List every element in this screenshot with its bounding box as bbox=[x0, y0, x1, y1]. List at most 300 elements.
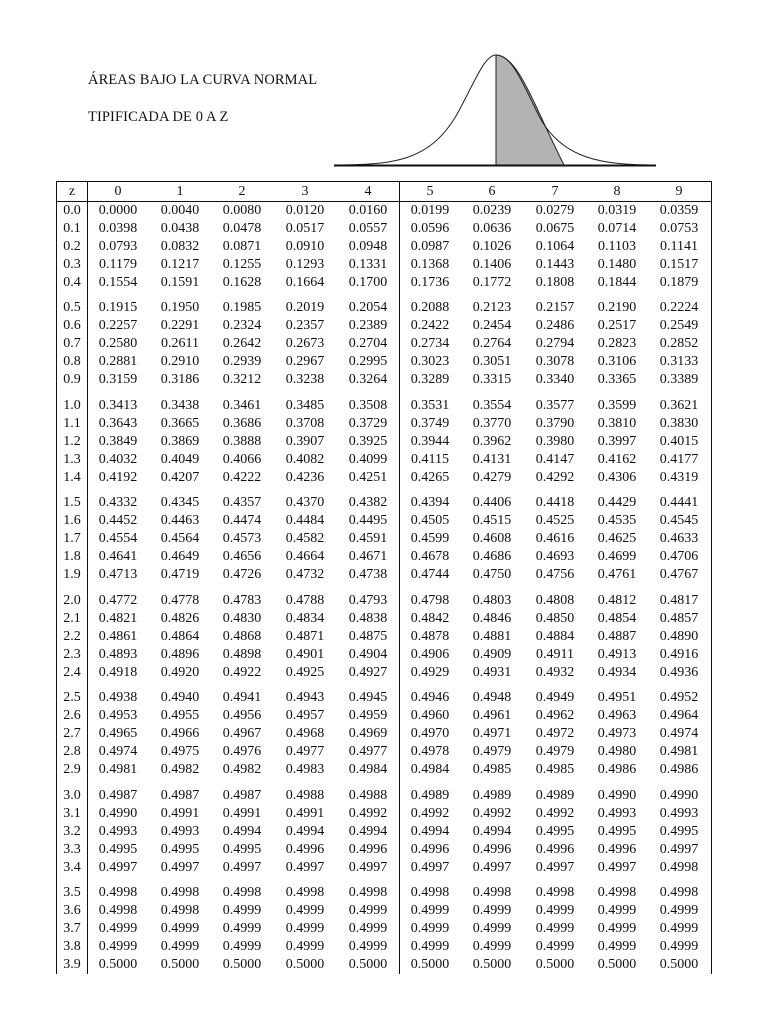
table-row bbox=[57, 859, 711, 877]
table-cell: 0.0675 bbox=[535, 220, 575, 236]
table-cell: 0.4909 bbox=[472, 646, 512, 662]
table-cell: 0.4981 bbox=[659, 744, 699, 760]
table-cell: 0.3643 bbox=[98, 415, 138, 431]
table-row bbox=[57, 353, 711, 371]
table-cell: 0.4066 bbox=[222, 451, 262, 467]
z-value: 0.1 bbox=[63, 220, 81, 236]
table-cell: 0.4999 bbox=[98, 921, 138, 937]
table-cell: 0.2088 bbox=[410, 300, 450, 316]
table-cell: 0.4943 bbox=[285, 690, 325, 706]
table-cell: 0.2704 bbox=[348, 336, 388, 352]
table-cell: 0.4582 bbox=[285, 531, 325, 547]
table-cell: 0.4998 bbox=[659, 885, 699, 901]
table-cell: 0.4981 bbox=[98, 762, 138, 778]
table-cell: 0.3023 bbox=[410, 354, 450, 370]
table-cell: 0.5000 bbox=[160, 956, 200, 972]
table-cell: 0.4846 bbox=[472, 610, 512, 626]
table-cell: 0.3849 bbox=[98, 433, 138, 449]
table-cell: 0.4994 bbox=[410, 823, 450, 839]
table-cell: 0.4319 bbox=[659, 469, 699, 485]
table-cell: 0.4998 bbox=[285, 885, 325, 901]
table-cell: 0.5000 bbox=[472, 956, 512, 972]
table-cell: 0.4049 bbox=[160, 451, 200, 467]
table-cell: 0.3461 bbox=[222, 397, 262, 413]
table-cell: 0.4994 bbox=[472, 823, 512, 839]
table-cell: 0.4998 bbox=[160, 903, 200, 919]
table-cell: 0.4994 bbox=[222, 823, 262, 839]
z-value: 2.5 bbox=[63, 690, 81, 706]
table-cell: 0.4778 bbox=[160, 592, 200, 608]
column-header-6: 6 bbox=[488, 184, 496, 199]
table-cell: 0.4761 bbox=[597, 567, 637, 583]
table-cell: 0.4994 bbox=[348, 823, 388, 839]
table-cell: 0.4222 bbox=[222, 469, 262, 485]
table-cell: 0.0871 bbox=[222, 238, 262, 254]
table-cell: 0.2454 bbox=[472, 318, 512, 334]
table-row bbox=[57, 397, 711, 415]
table-cell: 0.4956 bbox=[222, 708, 262, 724]
table-cell: 0.5000 bbox=[410, 956, 450, 972]
table-cell: 0.4625 bbox=[597, 531, 637, 547]
z-value: 1.7 bbox=[63, 531, 81, 547]
table-cell: 0.1554 bbox=[98, 274, 138, 290]
table-row bbox=[57, 548, 711, 566]
z-value: 1.8 bbox=[63, 549, 81, 565]
table-cell: 0.4999 bbox=[410, 903, 450, 919]
table-cell: 0.4998 bbox=[348, 885, 388, 901]
table-cell: 0.4957 bbox=[285, 708, 325, 724]
table-cell: 0.2224 bbox=[659, 300, 699, 316]
table-cell: 0.4306 bbox=[597, 469, 637, 485]
table-cell: 0.4394 bbox=[410, 495, 450, 511]
table-cell: 0.4032 bbox=[98, 451, 138, 467]
table-cell: 0.4999 bbox=[410, 921, 450, 937]
table-cell: 0.4535 bbox=[597, 513, 637, 529]
table-cell: 0.4995 bbox=[535, 823, 575, 839]
table-cell: 0.1517 bbox=[659, 256, 699, 272]
z-value: 0.4 bbox=[63, 274, 81, 290]
table-cell: 0.4993 bbox=[160, 823, 200, 839]
table-cell: 0.3078 bbox=[535, 354, 575, 370]
table-cell: 0.4995 bbox=[597, 823, 637, 839]
table-cell: 0.4965 bbox=[98, 726, 138, 742]
table-cell: 0.4993 bbox=[659, 805, 699, 821]
table-cell: 0.4147 bbox=[535, 451, 575, 467]
z-value: 3.4 bbox=[63, 859, 81, 875]
table-cell: 0.3289 bbox=[410, 372, 450, 388]
table-cell: 0.4992 bbox=[472, 805, 512, 821]
table-cell: 0.4946 bbox=[410, 690, 450, 706]
table-cell: 0.4998 bbox=[98, 885, 138, 901]
table-cell: 0.3577 bbox=[535, 397, 575, 413]
table-cell: 0.4999 bbox=[222, 903, 262, 919]
table-cell: 0.4996 bbox=[535, 841, 575, 857]
table-cell: 0.4978 bbox=[410, 744, 450, 760]
table-cell: 0.4996 bbox=[597, 841, 637, 857]
table-cell: 0.4177 bbox=[659, 451, 699, 467]
table-cell: 0.1217 bbox=[160, 256, 200, 272]
table-cell: 0.5000 bbox=[222, 956, 262, 972]
table-cell: 0.3665 bbox=[160, 415, 200, 431]
table-cell: 0.4850 bbox=[535, 610, 575, 626]
table-cell: 0.4767 bbox=[659, 567, 699, 583]
table-cell: 0.1064 bbox=[535, 238, 575, 254]
table-cell: 0.4798 bbox=[410, 592, 450, 608]
table-cell: 0.4868 bbox=[222, 628, 262, 644]
table-row bbox=[57, 884, 711, 902]
table-cell: 0.4788 bbox=[285, 592, 325, 608]
table-cell: 0.2764 bbox=[472, 336, 512, 352]
table-cell: 0.3830 bbox=[659, 415, 699, 431]
table-cell: 0.4812 bbox=[597, 592, 637, 608]
table-cell: 0.4881 bbox=[472, 628, 512, 644]
table-cell: 0.4931 bbox=[472, 664, 512, 680]
table-cell: 0.4995 bbox=[659, 823, 699, 839]
table-cell: 0.4896 bbox=[160, 646, 200, 662]
table-cell: 0.4936 bbox=[659, 664, 699, 680]
table-cell: 0.4986 bbox=[659, 762, 699, 778]
table-cell: 0.4934 bbox=[597, 664, 637, 680]
table-cell: 0.4875 bbox=[348, 628, 388, 644]
table-cell: 0.4993 bbox=[98, 823, 138, 839]
table-cell: 0.2357 bbox=[285, 318, 325, 334]
table-cell: 0.4082 bbox=[285, 451, 325, 467]
table-row bbox=[57, 956, 711, 974]
table-cell: 0.4817 bbox=[659, 592, 699, 608]
table-cell: 0.4999 bbox=[472, 939, 512, 955]
table-cell: 0.2422 bbox=[410, 318, 450, 334]
table-cell: 0.3599 bbox=[597, 397, 637, 413]
table-cell: 0.4999 bbox=[222, 921, 262, 937]
table-cell: 0.2995 bbox=[348, 354, 388, 370]
z-value: 3.5 bbox=[63, 885, 81, 901]
z-value: 2.2 bbox=[63, 628, 81, 644]
column-header-2: 2 bbox=[238, 184, 246, 199]
table-row bbox=[57, 371, 711, 389]
table-cell: 0.4292 bbox=[535, 469, 575, 485]
table-cell: 0.0987 bbox=[410, 238, 450, 254]
z-value: 2.1 bbox=[63, 610, 81, 626]
table-cell: 0.4573 bbox=[222, 531, 262, 547]
table-cell: 0.1293 bbox=[285, 256, 325, 272]
table-cell: 0.4279 bbox=[472, 469, 512, 485]
table-cell: 0.4429 bbox=[597, 495, 637, 511]
table-cell: 0.5000 bbox=[98, 956, 138, 972]
table-cell: 0.4918 bbox=[98, 664, 138, 680]
table-cell: 0.4989 bbox=[472, 787, 512, 803]
table-cell: 0.1950 bbox=[160, 300, 200, 316]
table-cell: 0.3159 bbox=[98, 372, 138, 388]
table-row bbox=[57, 433, 711, 451]
table-cell: 0.3315 bbox=[472, 372, 512, 388]
table-row bbox=[57, 335, 711, 353]
table-cell: 0.4987 bbox=[160, 787, 200, 803]
table-row bbox=[57, 299, 711, 317]
table-cell: 0.4015 bbox=[659, 433, 699, 449]
table-cell: 0.4990 bbox=[98, 805, 138, 821]
table-cell: 0.4968 bbox=[285, 726, 325, 742]
table-cell: 0.0557 bbox=[348, 220, 388, 236]
table-row bbox=[57, 317, 711, 335]
z-column-header: z bbox=[68, 184, 76, 199]
table-row bbox=[57, 707, 711, 725]
table-cell: 0.4976 bbox=[222, 744, 262, 760]
table-cell: 0.4808 bbox=[535, 592, 575, 608]
table-row bbox=[57, 689, 711, 707]
table-cell: 0.4979 bbox=[535, 744, 575, 760]
table-cell: 0.4699 bbox=[597, 549, 637, 565]
table-cell: 0.4871 bbox=[285, 628, 325, 644]
table-cell: 0.2580 bbox=[98, 336, 138, 352]
table-cell: 0.4990 bbox=[659, 787, 699, 803]
table-cell: 0.4962 bbox=[535, 708, 575, 724]
table-cell: 0.4996 bbox=[472, 841, 512, 857]
table-cell: 0.4890 bbox=[659, 628, 699, 644]
table-cell: 0.4992 bbox=[535, 805, 575, 821]
table-cell: 0.3264 bbox=[348, 372, 388, 388]
column-header-1: 1 bbox=[176, 184, 184, 199]
table-cell: 0.4913 bbox=[597, 646, 637, 662]
table-cell: 0.4952 bbox=[659, 690, 699, 706]
table-cell: 0.3106 bbox=[597, 354, 637, 370]
table-cell: 0.4974 bbox=[659, 726, 699, 742]
table-cell: 0.4995 bbox=[160, 841, 200, 857]
table-row bbox=[57, 566, 711, 584]
table-cell: 0.0359 bbox=[659, 203, 699, 218]
table-cell: 0.4987 bbox=[222, 787, 262, 803]
table-cell: 0.4991 bbox=[160, 805, 200, 821]
table-cell: 0.4999 bbox=[535, 921, 575, 937]
table-cell: 0.4505 bbox=[410, 513, 450, 529]
table-cell: 0.4995 bbox=[98, 841, 138, 857]
table-cell: 0.4857 bbox=[659, 610, 699, 626]
table-cell: 0.4998 bbox=[222, 885, 262, 901]
table-cell: 0.0040 bbox=[160, 203, 200, 218]
z-table bbox=[56, 181, 712, 974]
table-cell: 0.4772 bbox=[98, 592, 138, 608]
table-cell: 0.3962 bbox=[472, 433, 512, 449]
table-cell: 0.1406 bbox=[472, 256, 512, 272]
table-row bbox=[57, 761, 711, 779]
table-cell: 0.4732 bbox=[285, 567, 325, 583]
table-cell: 0.3186 bbox=[160, 372, 200, 388]
table-cell: 0.4989 bbox=[410, 787, 450, 803]
table-cell: 0.4999 bbox=[472, 903, 512, 919]
table-cell: 0.4332 bbox=[98, 495, 138, 511]
table-cell: 0.4793 bbox=[348, 592, 388, 608]
table-cell: 0.2291 bbox=[160, 318, 200, 334]
table-cell: 0.4948 bbox=[472, 690, 512, 706]
table-cell: 0.1879 bbox=[659, 274, 699, 290]
table-cell: 0.3907 bbox=[285, 433, 325, 449]
table-cell: 0.4099 bbox=[348, 451, 388, 467]
z-value: 1.4 bbox=[63, 469, 81, 485]
z-value: 1.2 bbox=[63, 433, 81, 449]
table-row bbox=[57, 256, 711, 274]
z-value: 3.2 bbox=[63, 823, 81, 839]
table-cell: 0.4236 bbox=[285, 469, 325, 485]
table-cell: 0.4977 bbox=[285, 744, 325, 760]
table-cell: 0.4834 bbox=[285, 610, 325, 626]
table-cell: 0.4495 bbox=[348, 513, 388, 529]
table-cell: 0.4738 bbox=[348, 567, 388, 583]
table-cell: 0.4994 bbox=[285, 823, 325, 839]
table-cell: 0.0478 bbox=[222, 220, 262, 236]
table-cell: 0.4591 bbox=[348, 531, 388, 547]
table-cell: 0.4357 bbox=[222, 495, 262, 511]
table-cell: 0.1026 bbox=[472, 238, 512, 254]
z-value: 0.0 bbox=[63, 203, 81, 218]
table-cell: 0.4960 bbox=[410, 708, 450, 724]
z-value: 2.9 bbox=[63, 762, 81, 778]
table-row bbox=[57, 610, 711, 628]
table-cell: 0.1772 bbox=[472, 274, 512, 290]
table-cell: 0.2054 bbox=[348, 300, 388, 316]
table-cell: 0.4997 bbox=[222, 859, 262, 875]
table-cell: 0.4998 bbox=[472, 885, 512, 901]
table-cell: 0.4979 bbox=[472, 744, 512, 760]
table-row bbox=[57, 415, 711, 433]
table-cell: 0.1915 bbox=[98, 300, 138, 316]
table-cell: 0.4656 bbox=[222, 549, 262, 565]
table-cell: 0.4345 bbox=[160, 495, 200, 511]
z-value: 0.6 bbox=[63, 318, 81, 334]
table-cell: 0.0753 bbox=[659, 220, 699, 236]
z-value: 1.3 bbox=[63, 451, 81, 467]
table-cell: 0.1808 bbox=[535, 274, 575, 290]
table-cell: 0.3621 bbox=[659, 397, 699, 413]
table-cell: 0.0199 bbox=[410, 203, 450, 218]
table-cell: 0.4989 bbox=[535, 787, 575, 803]
table-row bbox=[57, 238, 711, 256]
z-value: 2.3 bbox=[63, 646, 81, 662]
table-cell: 0.1103 bbox=[598, 238, 636, 254]
table-cell: 0.0714 bbox=[597, 220, 637, 236]
table-cell: 0.3708 bbox=[285, 415, 325, 431]
z-value: 2.8 bbox=[63, 744, 81, 760]
table-cell: 0.4941 bbox=[222, 690, 262, 706]
table-cell: 0.3729 bbox=[348, 415, 388, 431]
table-cell: 0.5000 bbox=[348, 956, 388, 972]
table-cell: 0.2611 bbox=[161, 336, 199, 352]
table-row bbox=[57, 725, 711, 743]
table-cell: 0.4608 bbox=[472, 531, 512, 547]
table-cell: 0.4998 bbox=[597, 885, 637, 901]
table-cell: 0.2257 bbox=[98, 318, 138, 334]
table-cell: 0.0239 bbox=[472, 203, 512, 218]
table-cell: 0.4998 bbox=[535, 885, 575, 901]
table-cell: 0.4971 bbox=[472, 726, 512, 742]
table-cell: 0.0398 bbox=[98, 220, 138, 236]
table-cell: 0.3944 bbox=[410, 433, 450, 449]
table-cell: 0.4904 bbox=[348, 646, 388, 662]
table-cell: 0.4999 bbox=[98, 939, 138, 955]
table-cell: 0.4998 bbox=[659, 859, 699, 875]
z-value: 2.7 bbox=[63, 726, 81, 742]
table-cell: 0.3770 bbox=[472, 415, 512, 431]
table-cell: 0.4984 bbox=[410, 762, 450, 778]
z-value: 3.3 bbox=[63, 841, 81, 857]
table-cell: 0.4953 bbox=[98, 708, 138, 724]
table-cell: 0.3531 bbox=[410, 397, 450, 413]
table-cell: 0.1141 bbox=[660, 238, 698, 254]
table-cell: 0.4964 bbox=[659, 708, 699, 724]
table-cell: 0.1179 bbox=[99, 256, 137, 272]
table-cell: 0.4999 bbox=[659, 939, 699, 955]
table-row bbox=[57, 938, 711, 956]
table-cell: 0.4997 bbox=[98, 859, 138, 875]
z-value: 0.8 bbox=[63, 354, 81, 370]
title-line-2: TIPIFICADA DE 0 A Z bbox=[88, 109, 229, 125]
table-cell: 0.4988 bbox=[348, 787, 388, 803]
table-cell: 0.4821 bbox=[98, 610, 138, 626]
table-cell: 0.4949 bbox=[535, 690, 575, 706]
table-row bbox=[57, 530, 711, 548]
table-cell: 0.3997 bbox=[597, 433, 637, 449]
table-cell: 0.4545 bbox=[659, 513, 699, 529]
table-cell: 0.4999 bbox=[160, 939, 200, 955]
table-cell: 0.4115 bbox=[411, 451, 449, 467]
table-cell: 0.4997 bbox=[659, 841, 699, 857]
table-cell: 0.4515 bbox=[472, 513, 512, 529]
table-cell: 0.4999 bbox=[597, 921, 637, 937]
table-cell: 0.5000 bbox=[597, 956, 637, 972]
table-cell: 0.4251 bbox=[348, 469, 388, 485]
table-row bbox=[57, 646, 711, 664]
table-cell: 0.4554 bbox=[98, 531, 138, 547]
table-cell: 0.0319 bbox=[597, 203, 637, 218]
table-cell: 0.4982 bbox=[160, 762, 200, 778]
table-cell: 0.4997 bbox=[597, 859, 637, 875]
z-value: 3.9 bbox=[63, 956, 81, 972]
table-cell: 0.3365 bbox=[597, 372, 637, 388]
table-cell: 0.4864 bbox=[160, 628, 200, 644]
table-cell: 0.3686 bbox=[222, 415, 262, 431]
table-row bbox=[57, 628, 711, 646]
table-cell: 0.3888 bbox=[222, 433, 262, 449]
table-cell: 0.3340 bbox=[535, 372, 575, 388]
table-cell: 0.4986 bbox=[597, 762, 637, 778]
table-cell: 0.4999 bbox=[535, 903, 575, 919]
table-cell: 0.3389 bbox=[659, 372, 699, 388]
table-cell: 0.1480 bbox=[597, 256, 637, 272]
table-cell: 0.4985 bbox=[535, 762, 575, 778]
table-cell: 0.4633 bbox=[659, 531, 699, 547]
z-value: 0.3 bbox=[63, 256, 81, 272]
table-cell: 0.4861 bbox=[98, 628, 138, 644]
table-cell: 0.4990 bbox=[597, 787, 637, 803]
z-value: 2.4 bbox=[63, 664, 81, 680]
table-cell: 0.4901 bbox=[285, 646, 325, 662]
table-cell: 0.2910 bbox=[160, 354, 200, 370]
table-cell: 0.3810 bbox=[597, 415, 637, 431]
table-cell: 0.4484 bbox=[285, 513, 325, 529]
table-cell: 0.4999 bbox=[597, 939, 637, 955]
table-cell: 0.2019 bbox=[285, 300, 325, 316]
table-cell: 0.4649 bbox=[160, 549, 200, 565]
column-header-4: 4 bbox=[364, 184, 372, 199]
table-cell: 0.4993 bbox=[597, 805, 637, 821]
table-cell: 0.1736 bbox=[410, 274, 450, 290]
table-cell: 0.4887 bbox=[597, 628, 637, 644]
table-cell: 0.4916 bbox=[659, 646, 699, 662]
table-row bbox=[57, 592, 711, 610]
table-cell: 0.0160 bbox=[348, 203, 388, 218]
column-header-5: 5 bbox=[426, 184, 434, 199]
table-cell: 0.4898 bbox=[222, 646, 262, 662]
column-header-8: 8 bbox=[613, 184, 621, 199]
table-row bbox=[57, 274, 711, 292]
